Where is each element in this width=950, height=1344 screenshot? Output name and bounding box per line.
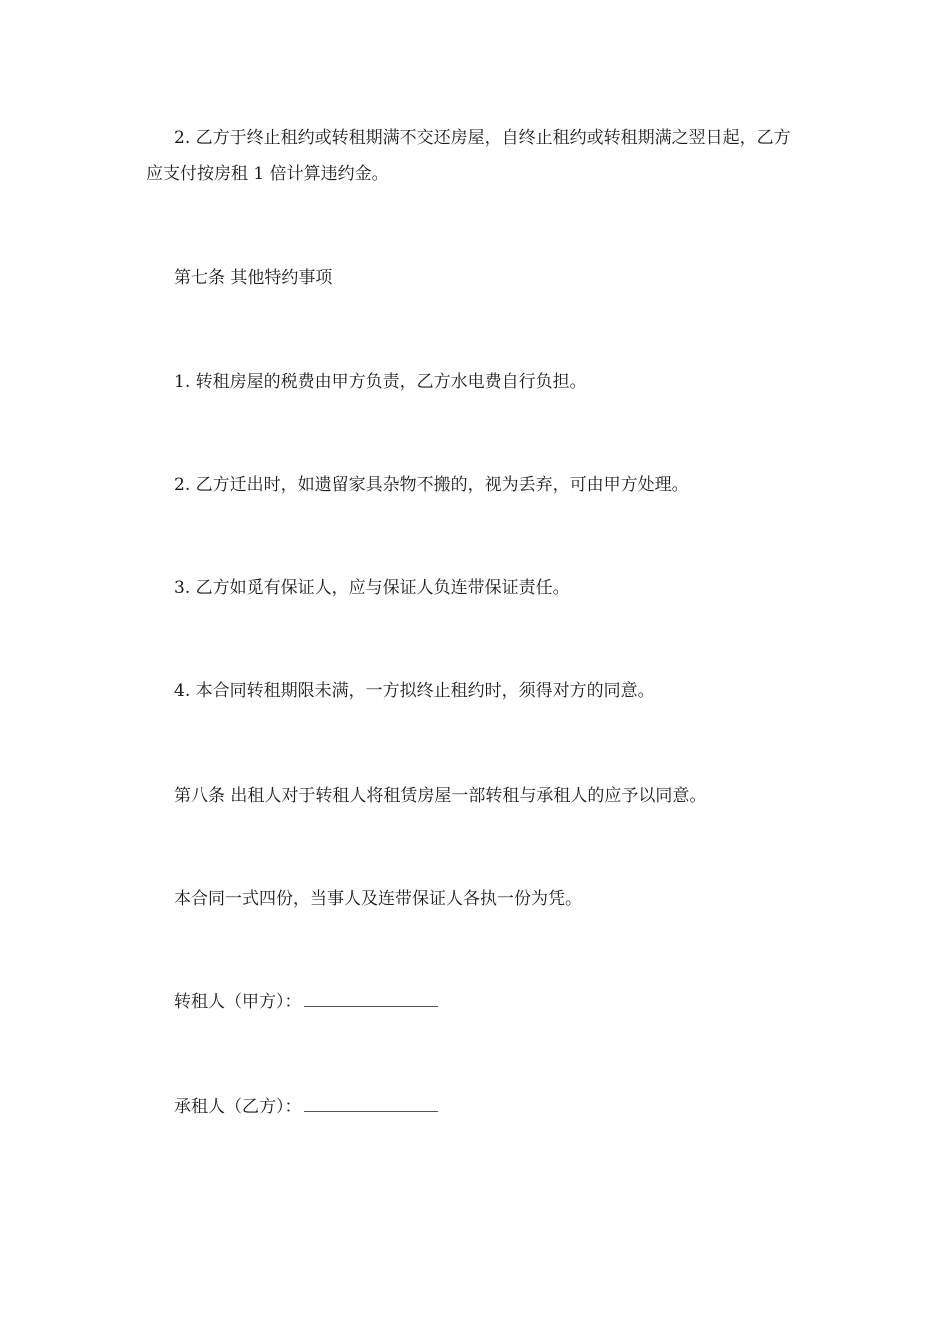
clause-7-3: 3. 乙方如觅有保证人，应与保证人负连带保证责任。: [174, 578, 570, 598]
clause-7-4: 4. 本合同转租期限未满，一方拟终止租约时，须得对方的同意。: [174, 681, 655, 701]
copies-statement: 本合同一式四份，当事人及连带保证人各执一份为凭。: [174, 889, 582, 909]
heading-article-7: 第七条 其他特约事项: [174, 268, 333, 288]
article-8: 第八条 出租人对于转租人将租赁房屋一部转租与承租人的应予以同意。: [174, 786, 707, 806]
clause-7-2: 2. 乙方迁出时，如遗留家具杂物不搬的，视为丢弃，可由甲方处理。: [174, 475, 689, 495]
signature-party-a-label: 转租人（甲方）：: [174, 992, 302, 1012]
clause-7-1: 1. 转租房屋的税费由甲方负责，乙方水电费自行负担。: [174, 372, 587, 392]
signature-party-b: [174, 1093, 438, 1121]
signature-line-party-a: [304, 992, 438, 1007]
signature-party-b-label: 承租人（乙方）：: [174, 1097, 302, 1117]
paragraph-breach-penalty: 2. 乙方于终止租约或转租期满不交还房屋，自终止租约或转租期满之翌日起，乙方应支付按房租 1 倍计算违约金。: [146, 128, 791, 184]
signature-party-a: [174, 988, 438, 1016]
signature-line-party-b: [304, 1097, 438, 1112]
